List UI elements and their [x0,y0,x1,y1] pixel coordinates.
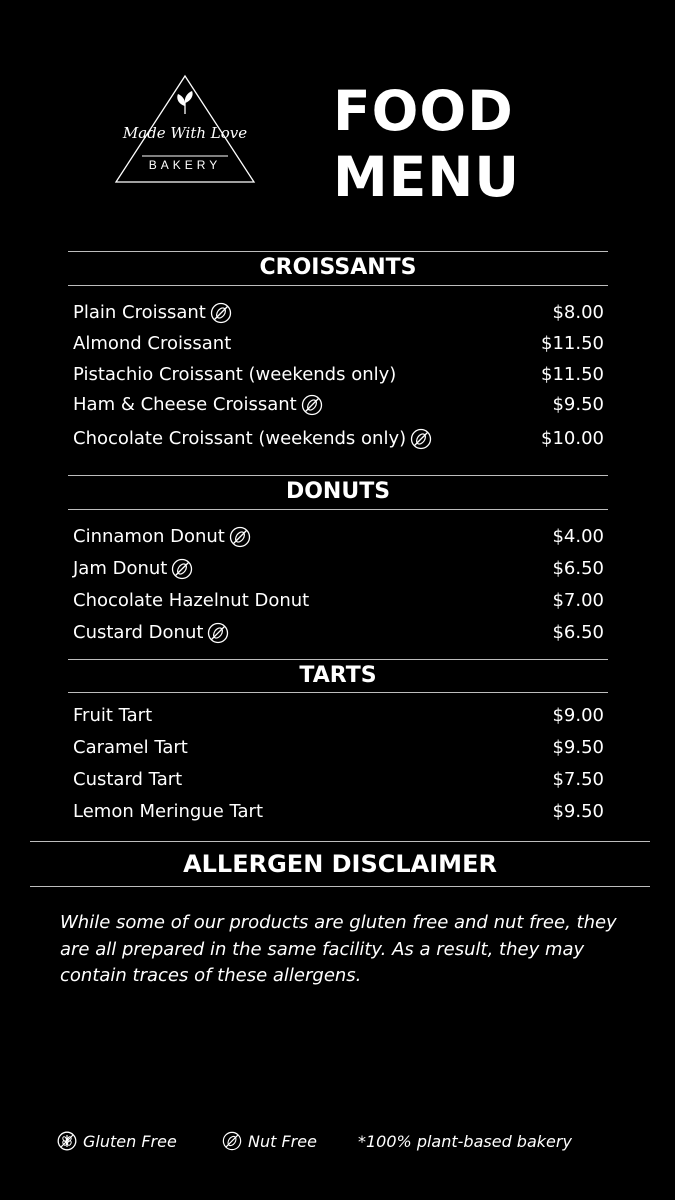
legend-gluten-free [57,1128,177,1154]
section-title-tarts: TARTS [299,663,377,688]
item-name-wrap [73,558,191,579]
item-price: $6.50 [552,557,604,579]
section-title-croissants: CROISSANTS [259,255,417,280]
item-name-wrap [73,428,430,449]
item-price: $7.00 [552,589,604,611]
menu-item [73,798,604,824]
title-line-1: FOOD [333,79,514,143]
section-divider [68,692,608,693]
menu-item [73,587,604,613]
nut-free-icon [210,302,230,322]
item-price: $4.00 [552,525,604,547]
menu-item [73,734,604,760]
section-divider [68,285,608,286]
item-price: $9.50 [552,393,604,415]
menu-item [73,523,604,549]
item-price: $10.00 [541,427,604,449]
item-name: Cinnamon Donut [73,525,225,547]
item-name: Caramel Tart [73,736,188,758]
item-name-wrap [73,526,249,547]
section-divider [68,509,608,510]
item-name: Almond Croissant [73,332,232,354]
disclaimer-text: While some of our products are gluten free and nut free, they are all prepared in the same facility. As a result, they may contain traces of these allergens. [60,912,617,986]
legend-label: Nut Free [248,1131,317,1151]
page-title [333,78,520,210]
menu-item [73,702,604,728]
item-name: Ham & Cheese Croissant [73,393,297,415]
menu-item [73,555,604,581]
section-divider [68,251,608,252]
item-name: Pistachio Croissant (weekends only) [73,363,397,385]
item-price: $9.50 [552,800,604,822]
menu-item [73,425,604,451]
disclaimer-title: ALLERGEN DISCLAIMER [183,850,497,878]
title-line-2: MENU [333,145,520,209]
legend-plant-based [358,1128,572,1154]
disclaimer-divider [30,886,650,887]
nut-free-icon [301,394,321,414]
item-price: $11.50 [541,363,604,385]
item-name: Jam Donut [73,557,168,579]
bakery-logo [112,72,258,187]
item-name: Plain Croissant [73,301,206,323]
nut-free-icon [171,558,191,578]
item-name-wrap [73,394,321,415]
menu-item [73,299,604,325]
section-title-donuts: DONUTS [285,479,391,504]
section-divider [68,475,608,476]
section-divider [68,659,608,660]
disclaimer-divider [30,841,650,842]
item-name-wrap [73,302,230,323]
logo-subtitle: BAKERY [148,158,222,172]
menu-item [73,619,604,645]
menu-item [73,330,604,356]
item-name-wrap [73,622,227,643]
item-name: Custard Donut [73,621,204,643]
menu-item [73,391,604,417]
item-name: Chocolate Hazelnut Donut [73,589,310,611]
gluten-free-icon [57,1131,77,1151]
legend-label: *100% plant-based bakery [358,1131,572,1151]
legend-label: Gluten Free [83,1131,177,1151]
item-name: Chocolate Croissant (weekends only) [73,427,407,449]
item-price: $7.50 [552,768,604,790]
menu-item [73,766,604,792]
item-price: $9.00 [552,704,604,726]
item-name: Custard Tart [73,768,183,790]
item-price: $6.50 [552,621,604,643]
nut-free-icon [229,526,249,546]
nut-free-icon [410,428,430,448]
nut-free-icon [207,622,227,642]
item-name: Fruit Tart [73,704,153,726]
legend-nut-free [222,1128,317,1154]
item-price: $8.00 [552,301,604,323]
nut-free-icon [222,1131,242,1151]
logo-script-text: Made With Love [122,124,248,142]
item-name: Lemon Meringue Tart [73,800,264,822]
item-price: $11.50 [541,332,604,354]
item-price: $9.50 [552,736,604,758]
menu-item [73,361,604,387]
